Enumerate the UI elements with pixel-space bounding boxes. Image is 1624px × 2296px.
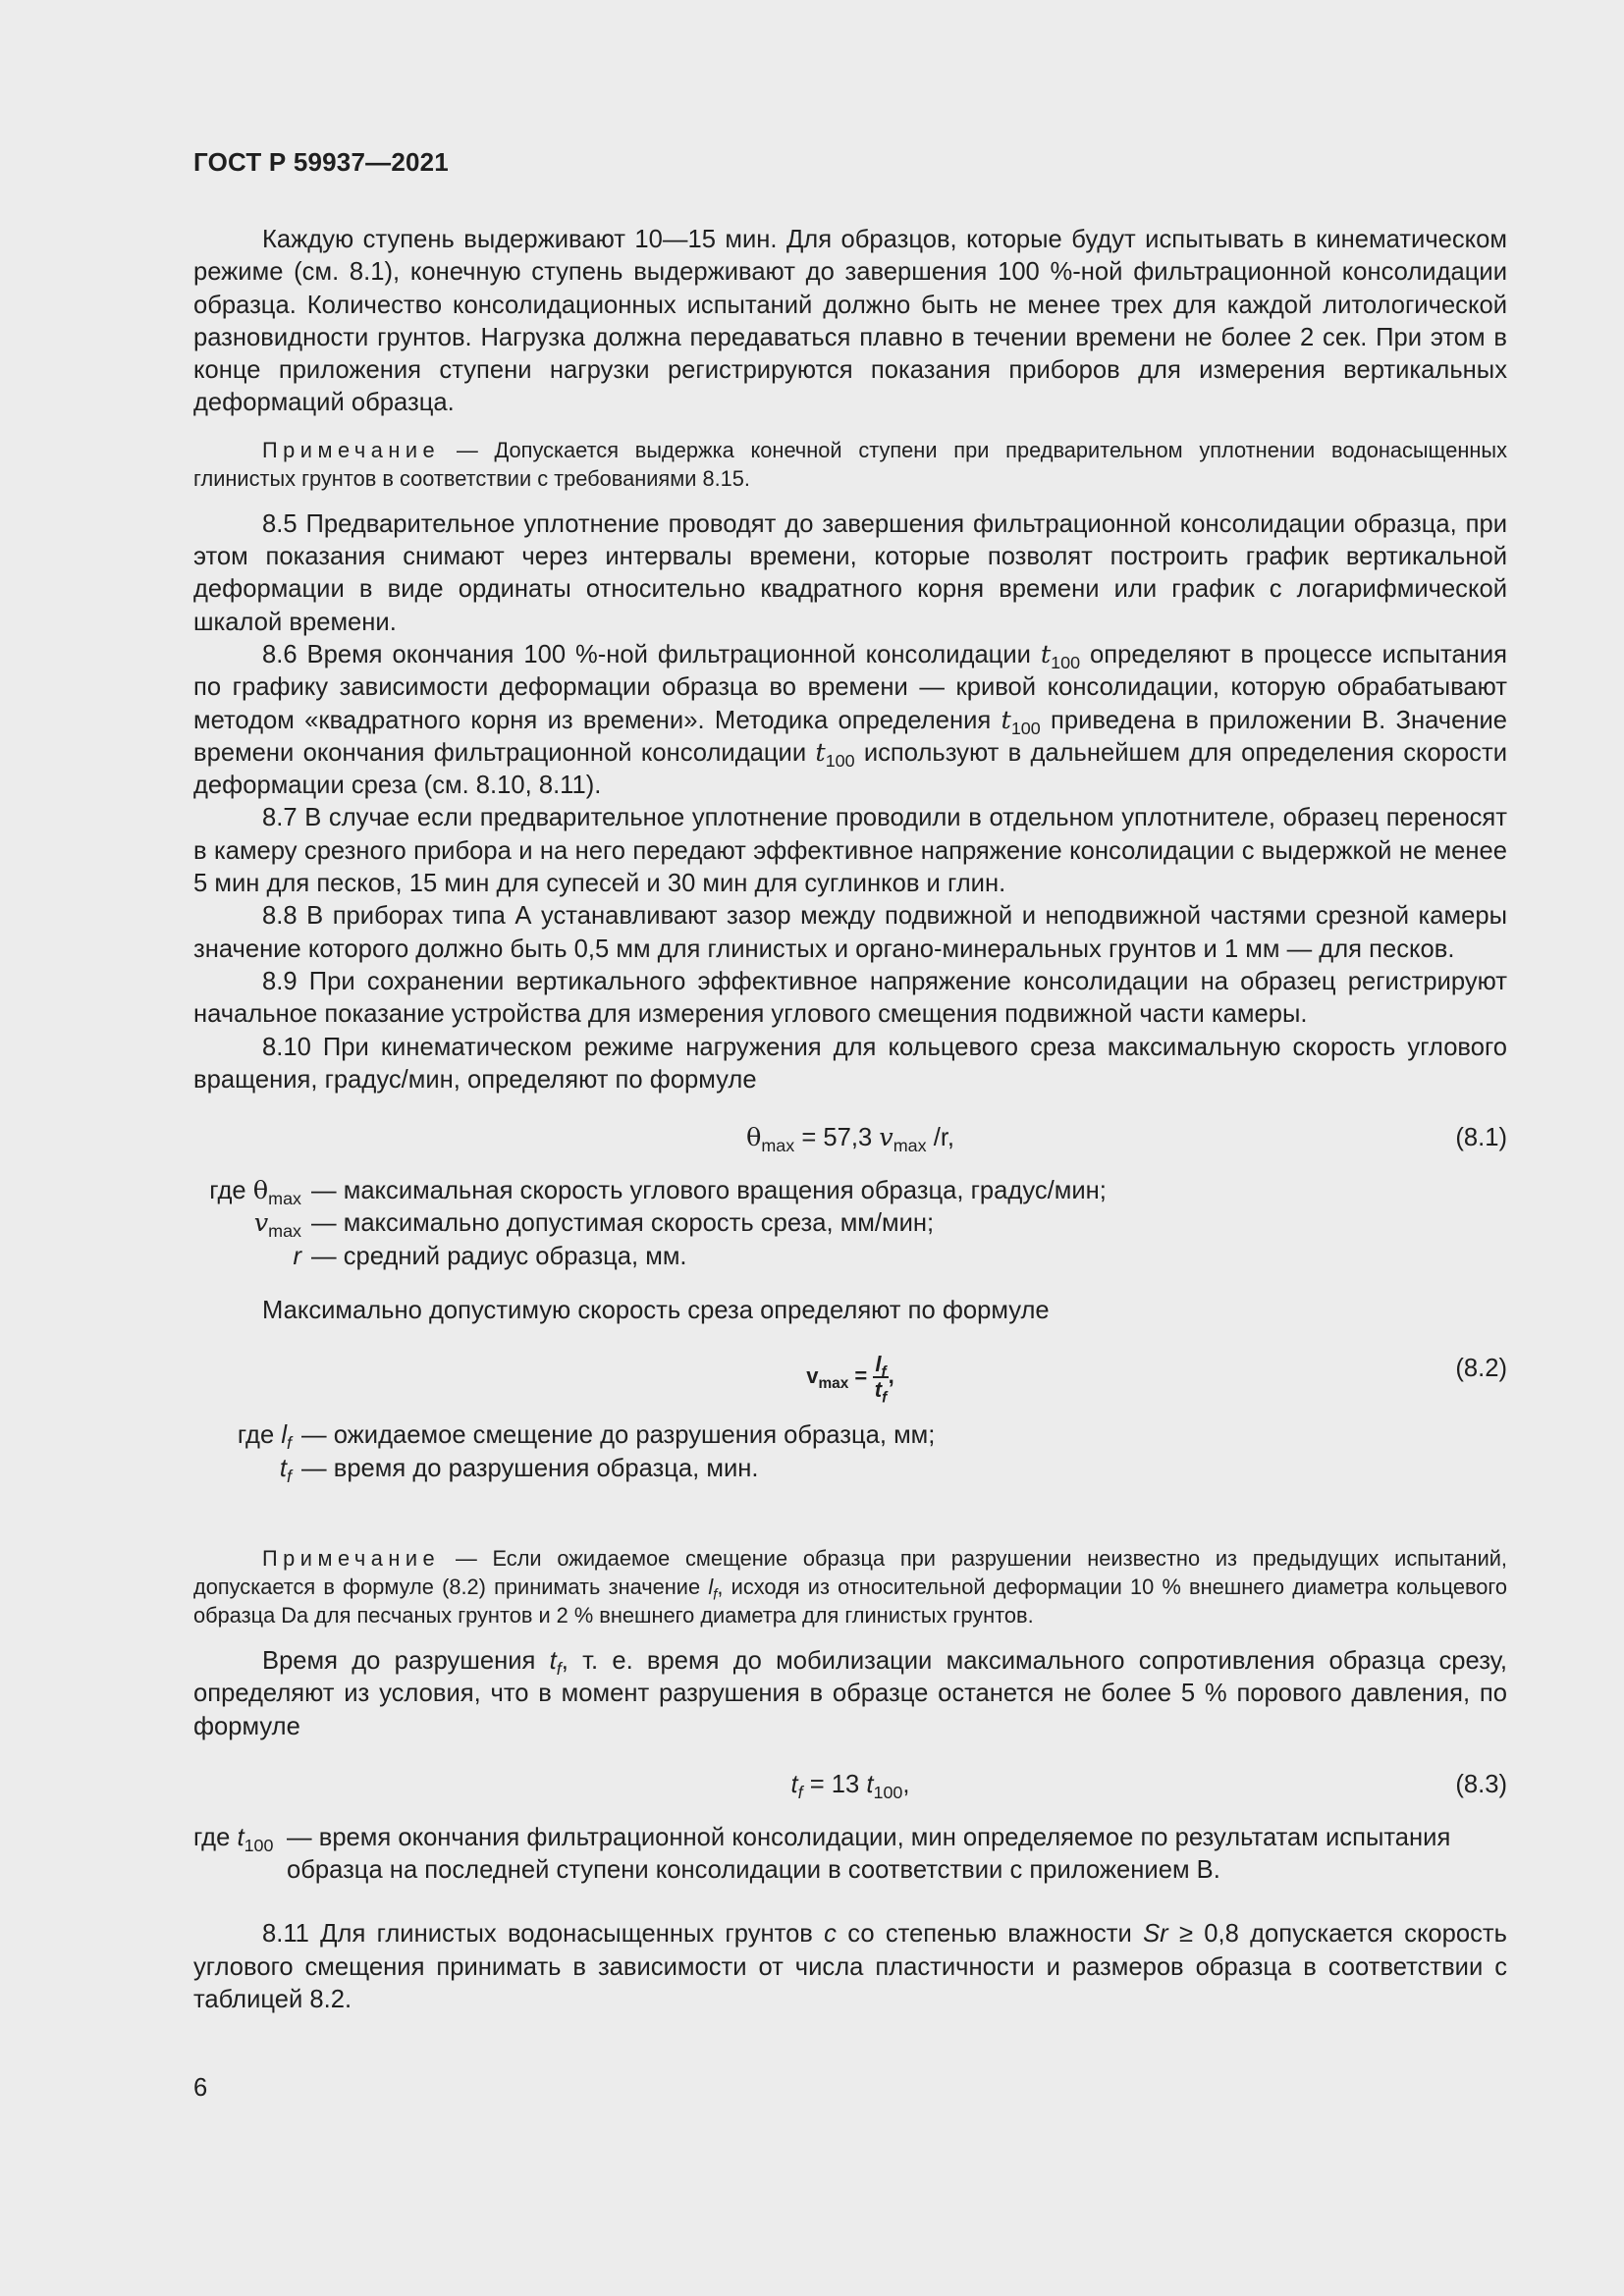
formula-8-1-number: (8.1) [1455,1124,1507,1152]
formula-8-3-number: (8.3) [1455,1770,1507,1798]
note-label: Примечание [262,1545,441,1571]
page-number: 6 [193,2074,208,2102]
note-2: Примечание — Если ожидаемое смещение образца при разрушении неизвестно из предыдущих испытаний, допускается в формуле (8.2) принимать значение $l_f$, исходя из относительной деформации 10 % внешнего диаметра кольцевого образца Da для песчаных грунтов и 2 % внешнего диаметра для глинистых грунтов. [193,1545,1507,1628]
paragraph-8-6: 8.6 Время окончания 100 %-ной фильтрационной консолидации $t_{100}$ определяют в процессе испытания по графику зависимости деформации образца во времени — кривой консолидации, которую обрабатывают методом «квадратного корня из времени». Методика определения $t_{100}$ приведена в приложении В. Значение времени окончания фильтрационной консолидации $t_{100}$ используют в дальнейшем для определения скорости деформации среза (см. 8.10, 8.11). [193,639,1508,800]
document-code: ГОСТ Р 59937—2021 [193,147,449,177]
note-label: Примечание [262,437,441,462]
definition-row: где $\theta_{max}$ — максимальная скорость углового вращения образца, градус/мин; [209,1176,1107,1209]
definition-row: где $t_{100}$ — время окончания фильтрационной консолидации, мин определяемое по результатам испытания образца на последней ступени консолидации в соответствии с приложением В. [193,1823,1451,1885]
definition-row: r — средний радиус образца, мм. [293,1242,687,1270]
paragraph-8-7: 8.7 В случае если предварительное уплотнение проводили в отдельном уплотнителе, образец переносят в камеру срезного прибора и на него передают эффективное напряжение консолидации с выдержкой не менее 5 мин для песков, 15 мин для супесей и 30 мин для суглинков и глин. [193,804,1507,898]
formula-8-3-expression: $t_f = 13$ $t_{100}$, [790,1770,910,1802]
paragraph-8-10: 8.10 При кинематическом режиме нагружения для кольцевого среза максимальную скорость углового вращения, градус/мин, определяют по формуле [193,1033,1507,1094]
note-text: — Допускается выдержка конечной ступени при предварительном уплотнении водонасыщенных глинистых грунтов в соответствии с требованиями 8.15. [193,437,1507,491]
definition-row: $v_{max}$ — максимально допустимая скорость среза, мм/мин; [253,1208,935,1242]
paragraph-8-5: 8.5 Предварительное уплотнение проводят до завершения фильтрационной консолидации образца, при этом показания снимают через интервалы времени, которые позволят построить график вертикальной деформации в виде ординаты относительно квадратного корня времени или график с логарифмической шкалой времени. [193,509,1507,636]
formula-8-3 [193,1761,1507,1804]
paragraph-8-8: 8.8 В приборах типа А устанавливают зазор между подвижной и неподвижной частями срезной камеры значение которого должно быть 0,5 мм для глинистых и органо-минеральных грунтов и 1 мм — для песков. [193,902,1507,963]
fraction: $\frac{l_f}{t_f}$ [874,1352,888,1407]
definition-row: $t_f$ — время до разрушения образца, мин. [279,1454,759,1486]
paragraph-failure-time: Время до разрушения $t_f$, т. е. время до мобилизации максимального сопротивления образца срезу, определяют из условия, что в момент разрушения в образце останется не более 5 % порового давления, по формуле [193,1646,1507,1740]
formula-8-2 [193,1345,1507,1407]
note-1 [193,436,1507,493]
paragraph-load-steps: Каждую ступень выдерживают 10—15 мин. Для образцов, которые будут испытывать в кинематическом режиме (см. 8.1), конечную ступень выдерживают до завершения 100 %-ной фильтрационной консолидации образца. Количество консолидационных испытаний должно быть не менее трех для каждой литологической разновидности грунтов. Нагрузка должна передаваться плавно в течении времени не более 2 сек. При этом в конце приложения ступени нагрузки регистрируются показания приборов для измерения вертикальных деформаций образца. [193,226,1507,417]
paragraph-8-9: 8.9 При сохранении вертикального эффективное напряжение консолидации на образец регистрируют начальное показание устройства для измерения углового смещения подвижной части камеры. [193,967,1507,1029]
paragraph-8-11: 8.11 Для глинистых водонасыщенных грунтов c со степенью влажности Sr ≥ 0,8 допускается скорость углового смещения принимать в зависимости от числа пластичности и размеров образца в соответствии с таблицей 8.2. [193,1920,1507,2013]
formula-8-1 [193,1114,1507,1157]
formula-8-1-expression: $\theta_{max} = 57,3$ $v_{max}$ /r, [745,1123,955,1156]
definitions-8-2 [193,1419,1507,1485]
definition-row: где $l_f$ — ожидаемое смещение до разрушения образца, мм; [237,1421,936,1454]
definitions-8-1 [193,1175,1507,1273]
document-body [193,224,1507,2016]
definitions-8-3 [193,1822,1507,1888]
paragraph-max-speed: Максимально допустимую скорость среза определяют по формуле [262,1297,1050,1325]
formula-8-2-number: (8.2) [1455,1355,1507,1383]
formula-8-2-expression: $v_{max}$ = $\frac{l_f}{t_f}$ , [806,1352,894,1407]
